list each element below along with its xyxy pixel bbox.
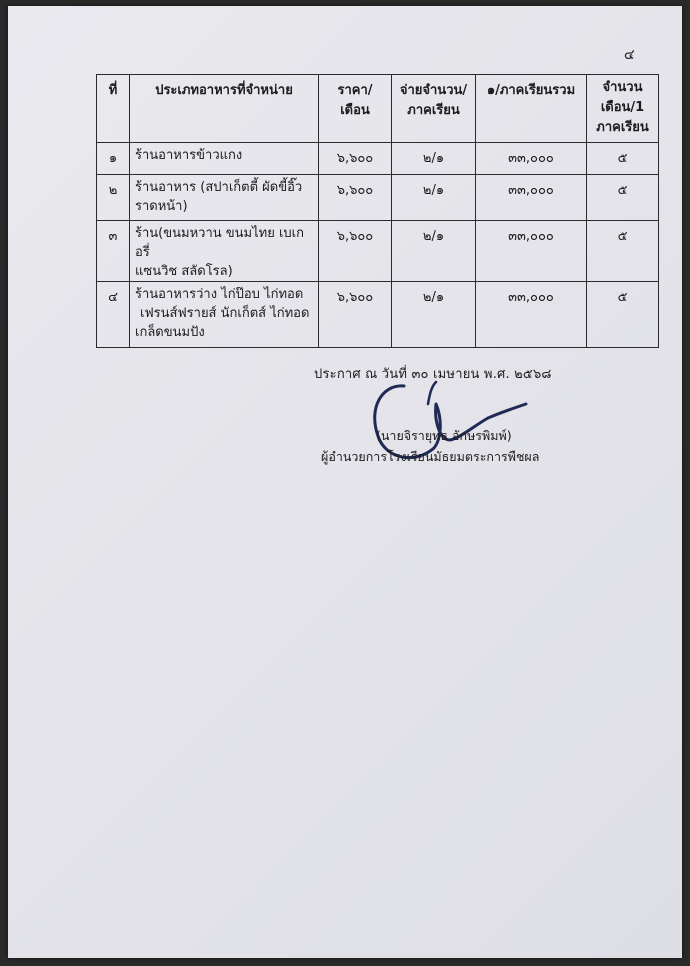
row-food-type: [130, 175, 319, 221]
row-no: ๓: [97, 221, 130, 282]
header-price: ราคา/เดือน: [319, 75, 392, 143]
row-food-type: [130, 143, 319, 175]
row-price: ๖,๖๐๐: [319, 143, 392, 175]
food-type-line-1: ร้านอาหารข้าวแกง: [135, 148, 243, 163]
page-number: ๔: [624, 47, 635, 63]
row-price: ๖,๖๐๐: [319, 175, 392, 221]
food-type-line-3: เกล็ดขนมปัง: [135, 325, 205, 340]
signer-name: (นายจิรายุทธ อักษรพิมพ์): [376, 428, 512, 443]
food-type-line-2: เฟรนส์ฟรายส์ นักเก็ตส์ ไก่ทอด: [140, 306, 310, 321]
header-pay: [392, 75, 476, 143]
header-no: ที่: [97, 75, 130, 143]
document-page: [8, 6, 682, 958]
row-total: ๓๓,๐๐๐: [476, 221, 587, 282]
row-months: ๕: [587, 143, 659, 175]
header-months-line-2: เดือน/1: [600, 100, 645, 115]
row-months: ๕: [587, 282, 659, 348]
food-type-line-2: แซนวิช สลัดโรล): [135, 264, 233, 279]
row-no: ๔: [97, 282, 130, 348]
header-months-line-1: จำนวน: [602, 80, 643, 95]
row-total: ๓๓,๐๐๐: [476, 143, 587, 175]
row-no: ๒: [97, 175, 130, 221]
row-pay: ๒/๑: [392, 282, 476, 348]
table-row: [97, 143, 659, 175]
food-type-line-2: ราดหน้า): [135, 199, 188, 214]
header-pay-line-2: ภาคเรียน: [407, 103, 460, 118]
header-pay-line-1: จ่ายจำนวน/: [399, 83, 468, 98]
row-total: ๓๓,๐๐๐: [476, 282, 587, 348]
header-months: [587, 75, 659, 143]
row-total: ๓๓,๐๐๐: [476, 175, 587, 221]
table-row: [97, 175, 659, 221]
food-shop-table: [96, 74, 659, 348]
row-pay: ๒/๑: [392, 175, 476, 221]
row-food-type: [130, 282, 319, 348]
header-months-line-3: ภาคเรียน: [596, 120, 649, 135]
row-pay: ๒/๑: [392, 143, 476, 175]
header-total: ๑/ภาคเรียนรวม: [476, 75, 587, 143]
food-type-line-1: ร้านอาหารว่าง ไก่ป๊อบ ไก่ทอด: [135, 287, 304, 302]
food-type-line-1: ร้าน(ขนมหวาน ขนมไทย เบเกอรี่: [135, 226, 304, 260]
table-header-row: [97, 75, 659, 143]
table-row: [97, 282, 659, 348]
announcement-date: ประกาศ ณ วันที่ ๓๐ เมษายน พ.ศ. ๒๕๖๘: [314, 367, 552, 382]
row-months: ๕: [587, 175, 659, 221]
signer-position: ผู้อำนวยการโรงเรียนมัธยมตระการพืชผล: [321, 449, 540, 464]
table-row: [97, 221, 659, 282]
row-food-type: [130, 221, 319, 282]
food-type-line-1: ร้านอาหาร (สปาเก็ตตี้ ผัดขี้อิ๊ว: [135, 180, 303, 195]
signature-flourish: [428, 382, 436, 404]
header-food-type: ประเภทอาหารที่จำหน่าย: [130, 75, 319, 143]
row-no: ๑: [97, 143, 130, 175]
row-price: ๖,๖๐๐: [319, 221, 392, 282]
row-months: ๕: [587, 221, 659, 282]
row-pay: ๒/๑: [392, 221, 476, 282]
row-price: ๖,๖๐๐: [319, 282, 392, 348]
